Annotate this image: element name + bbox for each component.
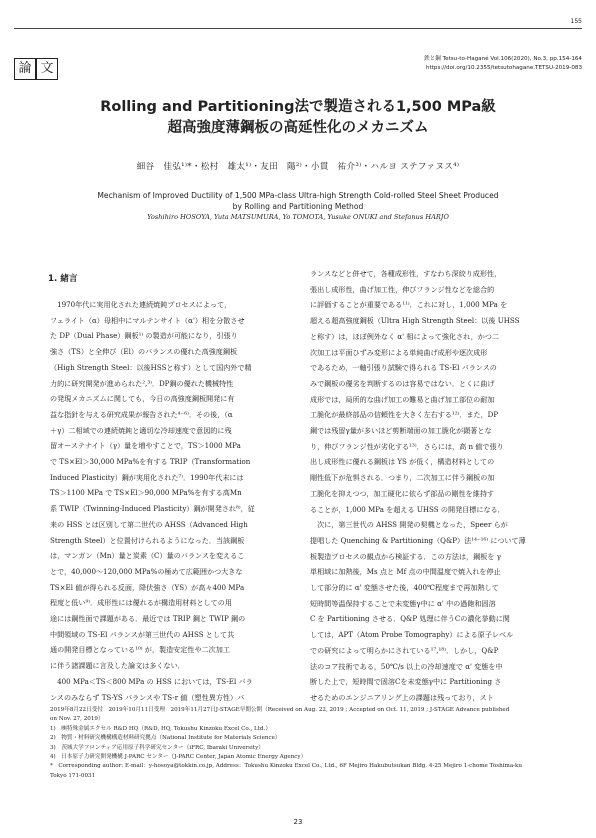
body-text-line: 鋼では残留γ量が多いほど剪断端面の加工脆化が顕著とな — [310, 426, 492, 436]
running-page-number: 155 — [570, 18, 582, 25]
body-text-line: 程度と低い⁹⁾．成形性には優れるが構造用材料としての用 — [50, 598, 232, 608]
body-text-line: であるため，一軸引張り試験で得られる TS-El バランスの — [310, 363, 497, 373]
body-text-line: 板製造プロセスの観点から検証する．この方法は，鋼板を γ — [310, 551, 501, 561]
body-text-line: 益な指針を与える研究成果が報告された⁴⁻⁶⁾．その後，（α — [50, 409, 233, 419]
footnote-line: * Corresponding author: E-mail：y-hosoya@tokkin.co.jp, Address：Tokushu Kinzoku Excel Co., Ltd., 6F Mejiro Hakubutsukan Bldg. 4-25 Mejiro 1-chome Toshima-ku — [50, 763, 523, 770]
body-text-line: 通の開発目標となっている¹⁰⁾ が，製造安定性や二次加工 — [50, 645, 230, 655]
footnote-line: Tokyo 171-0031 — [50, 772, 96, 779]
english-title-line-1: Mechanism of Improved Ductility of 1,500 MPa-class Ultra-high Strength Cold-rolled Steel Sheet Produced — [97, 191, 499, 200]
body-text-line: 次加工は平面ひずみ変形による単純曲げ成形や逐次成形 — [310, 347, 488, 357]
body-text-line: せるためのエンジニアリング上の課題は残っており，スト — [310, 692, 494, 702]
page-number: 23 — [293, 818, 303, 826]
body-text-line: 出し成形性に優れる鋼板は YS が低く，構造材料としての — [310, 457, 495, 467]
body-text-line: Induced Plasticity）鋼が実用化された⁷⁾．1990年代末には — [50, 472, 244, 482]
body-text-line: 途には鋼性面で課題がある．最近では TRIP 鋼と TWIP 鋼の — [50, 614, 246, 624]
body-text-line: （High Strength Steel：以後HSSと称す）として国内外で精 — [50, 362, 252, 372]
body-text-line: フェライト（α）母相中にマルテンサイト（α'）相を分散させ — [50, 315, 245, 325]
japanese-authors: 細谷 佳弘¹⁾*・松村 雄太¹⁾・友田 陽²⁾・小貫 祐介³⁾・ハルヨ ステファヌス⁴⁾ — [136, 162, 460, 172]
english-title-line-2: by Rolling and Partitioning Method — [232, 202, 364, 211]
body-text-line: C を Partitioning させる．Q&P 処理に伴うCの濃化挙動に関 — [310, 614, 510, 624]
article-type-badge-char-2: 文 — [36, 58, 58, 80]
body-text-line: は，マンガン（Mn）量と炭素（C）量のバランスを変えるこ — [50, 551, 245, 561]
body-text-line: 力的に研究開発が進められた²,³⁾．DP鋼の優れた機械特性 — [50, 378, 234, 388]
body-text-line: 中間領域の TS-El バランスが第三世代の AHSS として共 — [50, 629, 235, 639]
body-text-line: に評価することが重要である¹¹⁾．これに対し，1,000 MPa を — [310, 300, 508, 310]
footnote-line: on Nov. 27, 2019） — [50, 716, 104, 723]
body-text-line: 張出し成形性，曲げ加工性，伸びフランジ性などを総合的 — [310, 284, 495, 294]
body-text-line: ることが，1,000 MPa を超える UHSS の開発目標になる． — [310, 504, 505, 514]
body-text-line: た DP（Dual Phase）鋼板¹⁾ の製造が可能になり，引張り — [50, 331, 238, 341]
body-text-line: とで，40,000〜120,000 MPa%の極めて広範囲かつ大きな — [50, 566, 243, 576]
english-title — [0, 190, 596, 212]
body-text-line: 留オーステナイト（γ）量を増やすことで，TS＞1000 MPa — [50, 441, 241, 451]
footnote-line: 1) ㈱特殊金属エクセル R&D HQ（R&D, HQ, Tokushu Kinzoku Excel Co., Ltd.） — [50, 725, 271, 732]
body-text-line: での研究によって明らかにされている¹⁷,¹⁸⁾．しかし，Q&P — [310, 645, 499, 655]
footnotes — [50, 706, 550, 781]
japanese-title-line-1: Rolling and Partitioning法で製造される1,500 MPa級 — [100, 99, 496, 115]
body-text-line: 工脆化が最終部品の信頼性を大きく左右する¹²⁾．また，DP — [310, 410, 499, 420]
header-rule — [14, 28, 582, 29]
body-text-line: 工脆化を抑えつつ，加工硬化に依らず部品の剛性を維持す — [310, 488, 495, 498]
body-text-line: で TS×El＞30,000 MPa%を有する TRIP（Transformation — [50, 457, 251, 467]
body-text-line: 法のコア技術である，50℃/s 以上の冷却速度で α' 変態を中 — [310, 661, 503, 671]
body-text-line: して部分的に α' 変態させた後，400℃程度まで再加熱して — [310, 583, 499, 593]
footnote-line: 4) 日本原子力研究開発機構 J-PARC センター（J-PARC Center, Japan Atomic Energy Agency） — [50, 754, 307, 761]
body-column-left — [50, 297, 293, 705]
doi-link[interactable]: https://doi.org/10.2355/tetsutohagane.TETSU-2019-083 — [425, 65, 582, 71]
body-text-line: 来の HSS とは区別して第二世代の AHSS（Advanced High — [50, 519, 248, 529]
body-text-line: 次に，第三世代の AHSS 開発の契機となった，Speer らが — [310, 520, 508, 530]
body-text-line: 短時間等温保持することで未変態γ中に α' 中の過飽和固溶 — [310, 598, 496, 608]
section-heading: 1. 緒言 — [48, 274, 78, 284]
body-text-line: に伴う諸課題に言及した論文は多くない． — [50, 661, 185, 671]
body-text-line: しては，APT（Atom Probe Tomography）による原子レベル — [310, 630, 514, 640]
body-text-line: 単相域に加熱後，Ms 点と Mf 点の中間温度で焼入れを停止 — [310, 567, 501, 577]
body-text-line: Strength Steel）と位置付けられるようになった．当該鋼板 — [50, 535, 245, 545]
body-text-line: 剛性低下が危惧される．つまり，二次加工に伴う鋼板の加 — [310, 473, 495, 483]
body-text-line: ＋γ）二相域での連続焼鈍と適切な冷却速度で意図的に残 — [50, 425, 232, 435]
body-text-line: 成形では，局所的な曲げ加工の難易と曲げ加工部位の耐加 — [310, 394, 495, 404]
body-text-line: TS＞1100 MPa で TS×El＞90,000 MPa%を有する高Mn — [50, 488, 242, 498]
body-text-line: 超える超高強度鋼板（Ultra High Strength Steel：以後 UHSS — [310, 316, 520, 326]
body-text-line: TS×El 値が得られる反面，降伏強さ（YS）が高々400 MPa — [50, 582, 245, 592]
footnote-line: 2019年8月22日受付 2019年10月11日受理 2019年11月27日J-STAGE早期公開（Received on Aug. 22, 2019 ; Accepted on Oct. 11, 2019 ; J-STAGE Advance published — [50, 707, 510, 713]
body-text-line: ランスなどと併せて，各種成形性，すなわち深絞り成形性， — [310, 269, 502, 278]
body-text-line: 系 TWIP（Twinning-Induced Plasticity）鋼が開発され⁸⁾，従 — [50, 504, 255, 514]
english-authors: Yoshihiro HOSOYA, Yuta MATSUMURA, Yo TOMOTA, Yusuke ONUKI and Stefanus HARJO — [147, 213, 449, 221]
body-text-line: と称す）は，ほぼ例外なく α' 相によって強化され，かつ二 — [310, 331, 500, 341]
body-text-line: 400 MPa＜TS＜800 MPa の HSS においては，TS-El バラ — [50, 676, 253, 686]
article-type-badge-char-1: 論 — [14, 58, 36, 80]
body-text-line: 1970年代に実用化された連続焼鈍プロセスによって， — [50, 300, 232, 309]
japanese-title-line-2: 超高強度薄鋼板の高延性化のメカニズム — [167, 120, 429, 136]
body-text-line: の発現メカニズムに関しても，今日の高強度鋼板開発に有 — [50, 394, 235, 404]
body-text-line: ンスのみならず TS-YS バランスや TS-r 値（塑性異方性）バ — [50, 692, 245, 702]
body-text-line: り，伸びフランジ性が劣化する¹³⁾．さらには，高 n 値で張り — [310, 441, 504, 451]
footnote-line: 2) 物質・材料研究機構構造材料研究拠点（National Institute for Materials Science） — [50, 735, 281, 742]
body-text-line: みで鋼板の優劣を判断するのは容易ではない．とくに曲げ — [310, 378, 495, 388]
footnote-line: 3) 茨城大学フロンティア応用原子科学研究センター（iFRC, Ibaraki University） — [50, 744, 264, 751]
body-column-right — [310, 266, 553, 706]
journal-citation — [424, 55, 582, 73]
journal-line: 鉄と鋼 Tetsu-to-Hagané Vol.106(2020), No.3, pp.154-164 — [424, 56, 582, 62]
body-text-line: 強さ（TS）と全伸び（El）のバランスの優れた高強度鋼板 — [50, 347, 238, 357]
body-text-line: 提唱した Quenching & Partitioning（Q&P）法¹⁴⁻¹⁶⁾ について薄 — [310, 535, 526, 545]
body-text-line: 断した上で，短時間で固溶Cを未変態γ中に Partitioning さ — [310, 677, 502, 687]
